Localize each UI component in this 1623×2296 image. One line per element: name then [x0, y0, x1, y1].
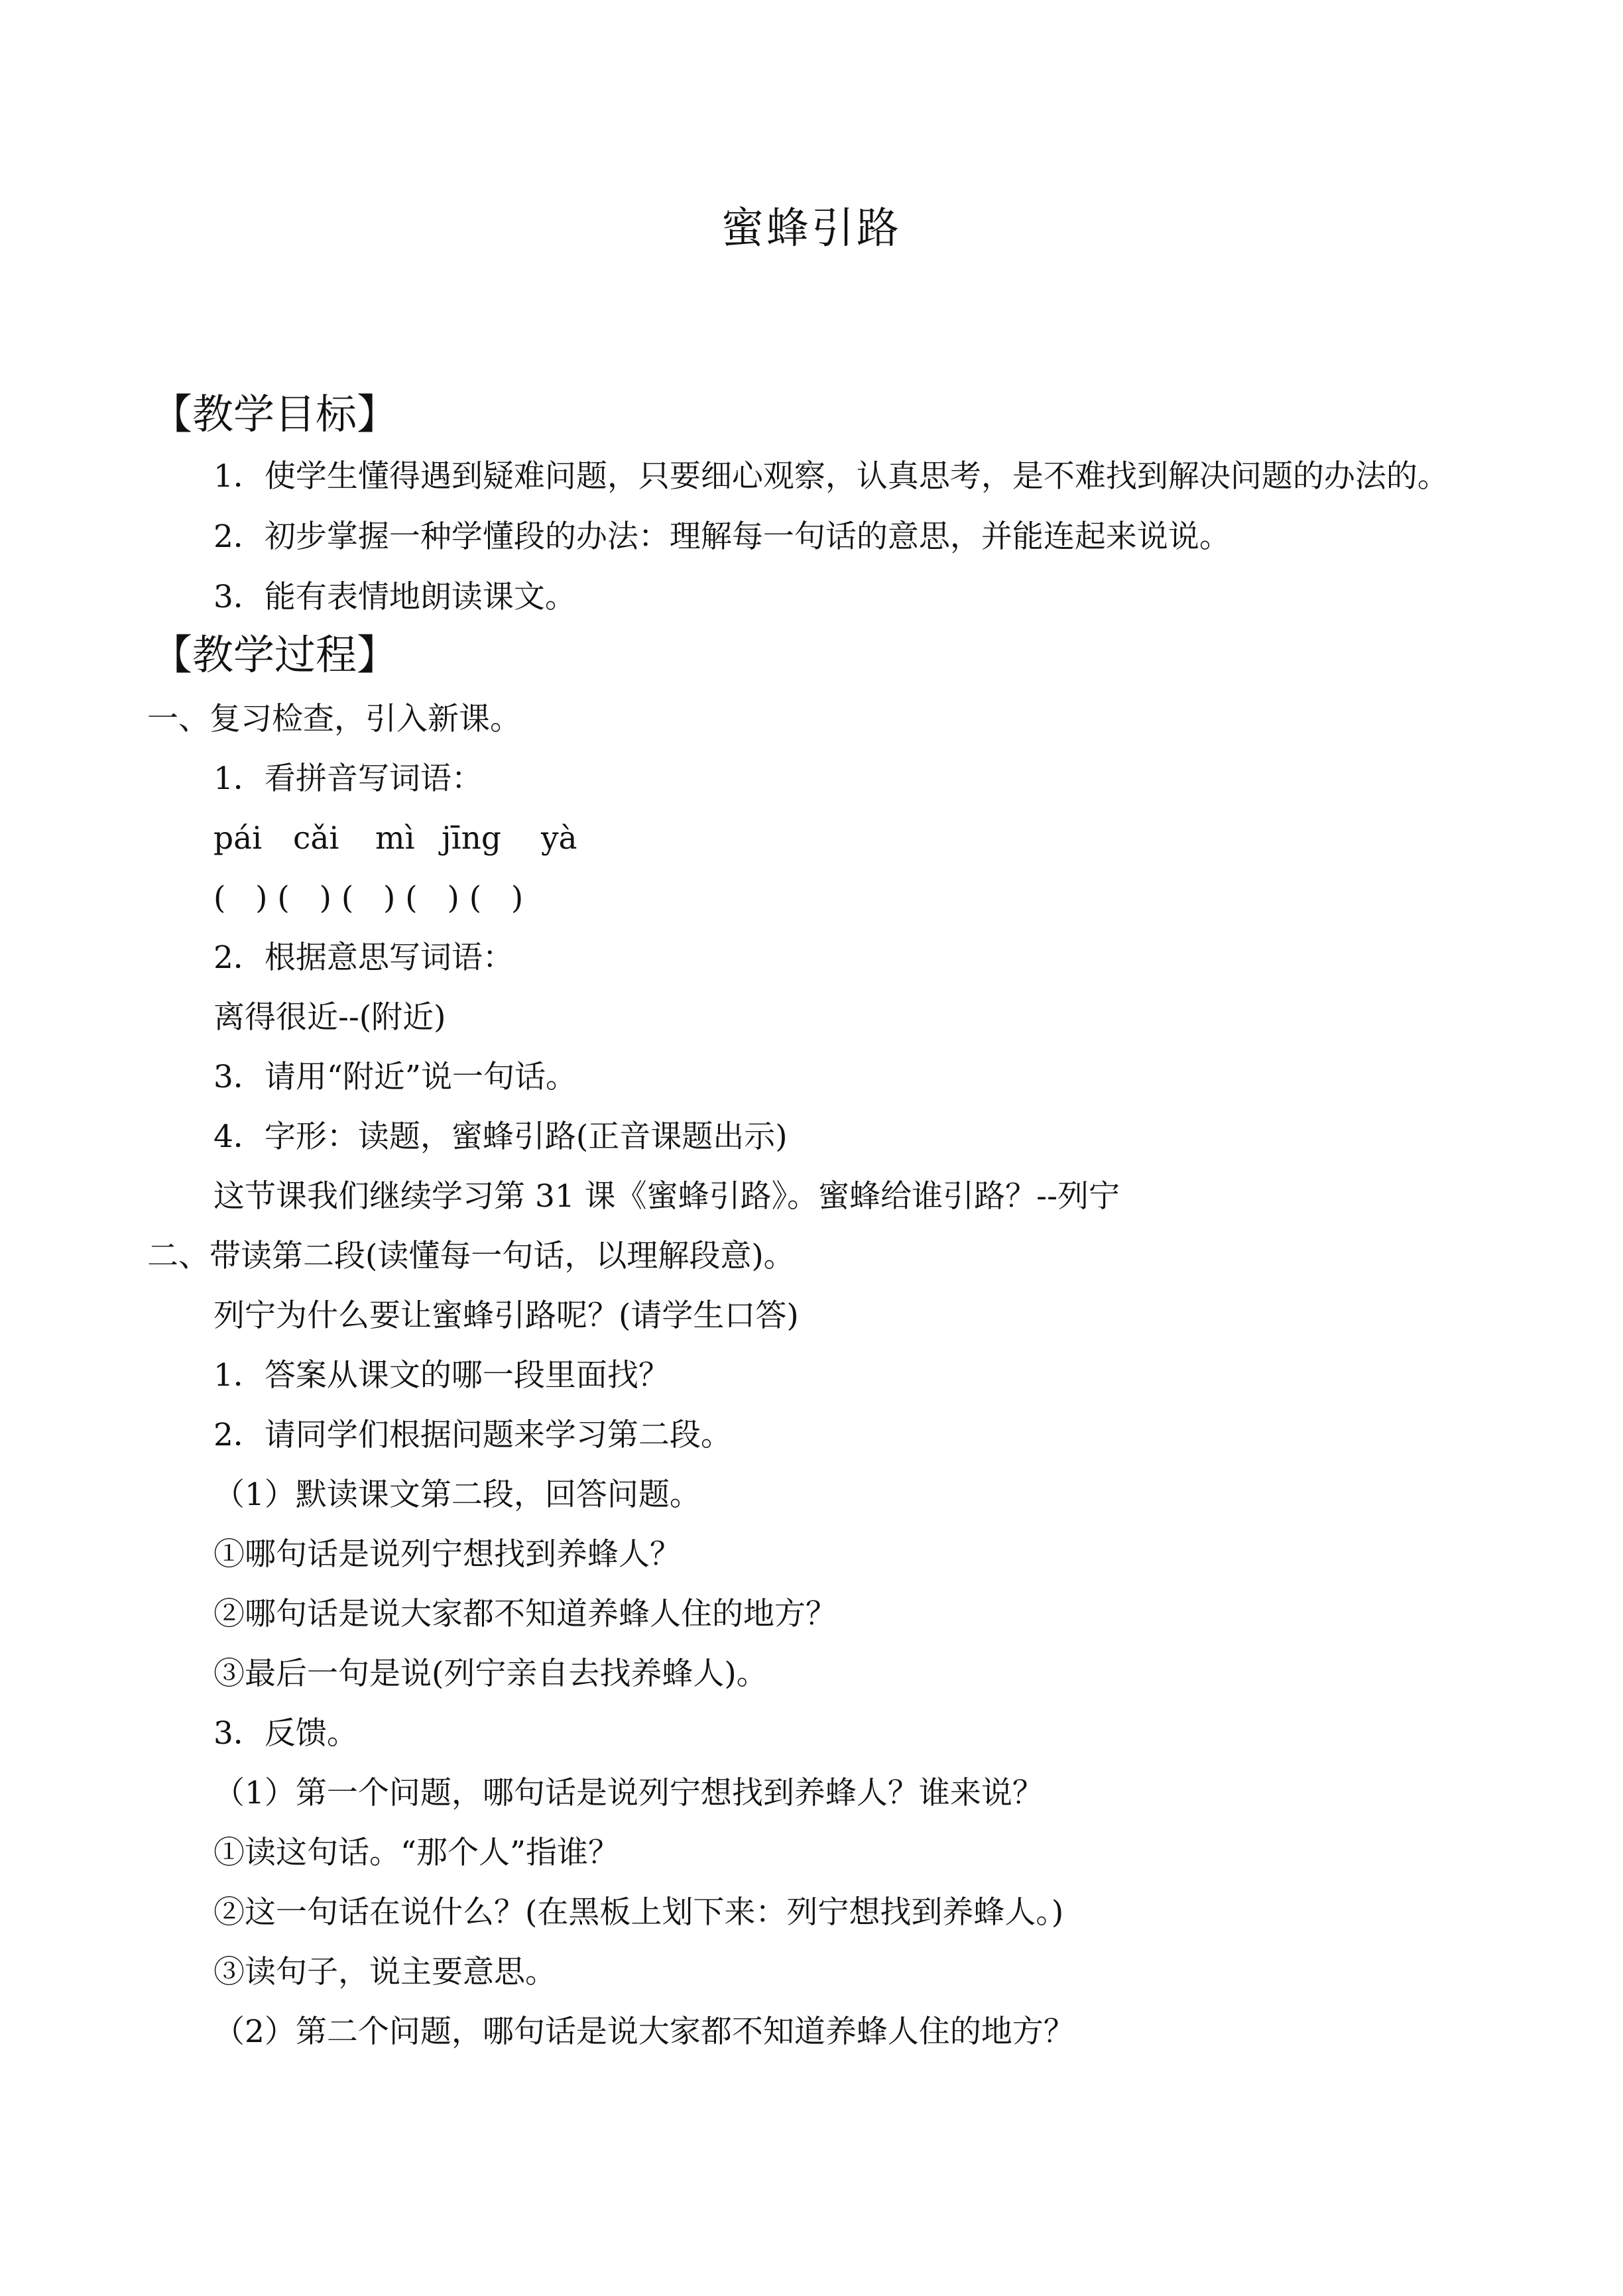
feedback-1: （1）第一个问题，哪句话是说列宁想找到养蜂人？谁来说？	[213, 1775, 1044, 1811]
part1-item-1: 1．看拼音写词语：	[213, 760, 483, 797]
pinyin-word: cǎi	[293, 820, 339, 857]
part1-item-2-answer: 离得很近--(附近)	[213, 999, 446, 1036]
part2-q1: ①哪句话是说列宁想找到养蜂人？	[213, 1536, 681, 1573]
process-heading: 【教学过程】	[151, 631, 398, 679]
pinyin-word: mì	[375, 820, 415, 857]
part1-item-4: 4．字形：读题，蜜蜂引路(正音课题出示)	[213, 1118, 788, 1155]
part2-item-3: 3．反馈。	[213, 1715, 358, 1752]
pinyin-word: jīng	[442, 820, 501, 857]
part1-heading: 一、复习检查，引入新课。	[147, 701, 521, 737]
part1-item-2: 2．根据意思写词语：	[213, 939, 514, 976]
pinyin-row	[213, 816, 577, 862]
pinyin-word: pái	[213, 820, 263, 857]
part2-item-2: 2．请同学们根据问题来学习第二段。	[213, 1417, 732, 1453]
feedback-1b: ②这一句话在说什么？(在黑板上划下来：列宁想找到养蜂人。)	[213, 1894, 1064, 1931]
answer-blanks: ( ) ( ) ( ) ( ) ( )	[213, 880, 524, 916]
part1-item-3: 3．请用“附近”说一句话。	[213, 1059, 577, 1095]
part2-question: 列宁为什么要让蜜蜂引路呢？(请学生口答)	[213, 1298, 799, 1334]
part2-q2: ②哪句话是说大家都不知道养蜂人住的地方？	[213, 1596, 837, 1632]
document-title: 蜜蜂引路	[721, 204, 902, 253]
part2-sub-1: （1）默读课文第二段，回答问题。	[213, 1477, 701, 1513]
goal-item-3: 3．能有表情地朗读课文。	[213, 579, 576, 615]
part1-intro: 这节课我们继续学习第 31 课《蜜蜂引路》。蜜蜂给谁引路？--列宁	[213, 1178, 1120, 1215]
feedback-1c: ③读句子，说主要意思。	[213, 1954, 556, 1990]
part2-q3: ③最后一句是说(列宁亲自去找养蜂人)。	[213, 1656, 768, 1692]
part2-heading: 二、带读第二段(读懂每一句话，以理解段意)。	[147, 1238, 795, 1274]
feedback-2: （2）第二个问题，哪句话是说大家都不知道养蜂人住的地方？	[213, 2014, 1075, 2050]
pinyin-word: yà	[541, 820, 577, 857]
goal-item-2: 2．初步掌握一种学懂段的办法：理解每一句话的意思，并能连起来说说。	[213, 518, 1231, 555]
feedback-1a: ①读这句话。“那个人”指谁？	[213, 1835, 620, 1871]
goals-heading: 【教学目标】	[151, 390, 398, 438]
goal-item-1: 1．使学生懂得遇到疑难问题，只要细心观察，认真思考，是不难找到解决问题的办法的。	[213, 458, 1449, 495]
part2-item-1: 1．答案从课文的哪一段里面找？	[213, 1357, 670, 1394]
